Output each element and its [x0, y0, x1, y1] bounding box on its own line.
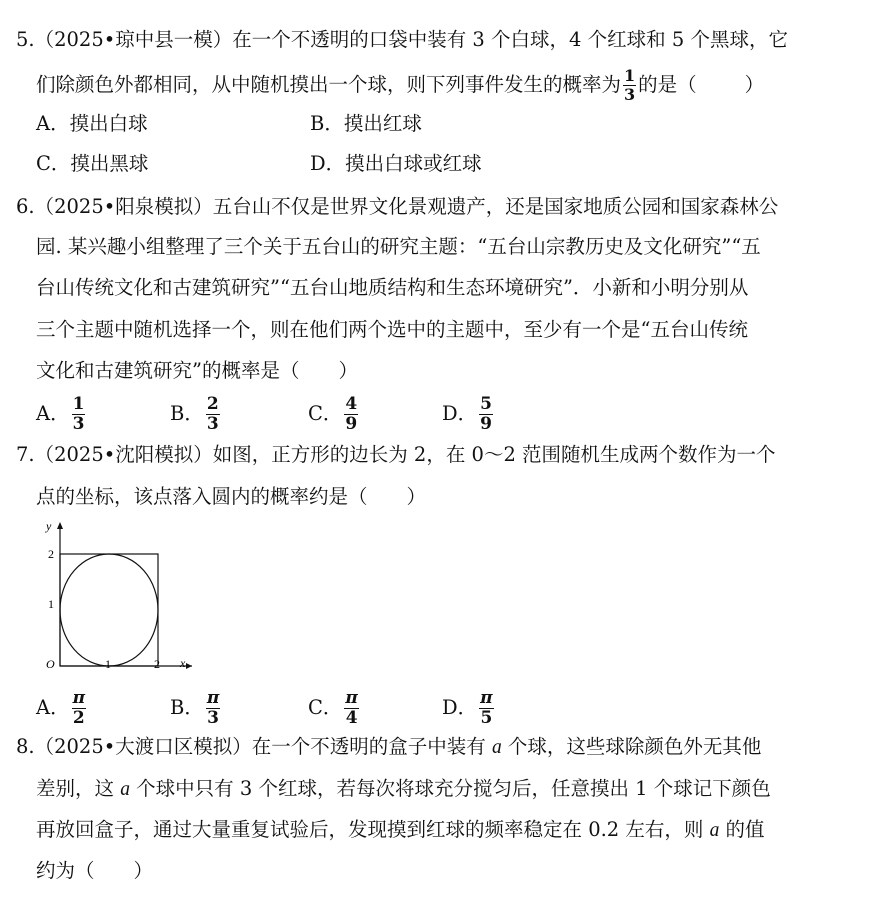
- fraction-num: π: [206, 688, 220, 708]
- x-axis-arrow: [186, 663, 192, 669]
- fraction-den: 2: [72, 708, 85, 728]
- q6-option-c-fraction: [344, 396, 358, 433]
- square-circle-figure: [28, 516, 203, 676]
- q5-line-1: 5.（2025•琼中县一模）在一个不透明的口袋中装有 3 个白球，4 个红球和 5 个黑球，它: [16, 28, 788, 51]
- q6-option-c-label: C．: [308, 402, 343, 425]
- q8-line-3-pre: 再放回盒子，通过大量重复试验后，发现摸到红球的频率稳定在 0.2 左右，则: [36, 818, 710, 841]
- q8-var-a: a: [491, 737, 502, 758]
- y-axis-label: y: [46, 519, 52, 533]
- fraction-num: π: [345, 688, 358, 708]
- q6-option-b: [170, 396, 222, 433]
- q6-option-a-label: A．: [36, 402, 70, 425]
- fraction-den: 3: [72, 414, 85, 434]
- fraction-den: 4: [345, 708, 358, 728]
- fraction-num: π: [72, 688, 86, 708]
- y-axis-arrow: [57, 522, 63, 529]
- q6-option-a: [36, 396, 87, 433]
- q8-var-a: a: [120, 779, 130, 800]
- q5-fraction-den: 3: [624, 85, 636, 104]
- q5-option-d: D．摸出白球或红球: [310, 152, 482, 175]
- q8-line-2-post: 个球中只有 3 个红球，若每次将球充分搅匀后，任意摸出 1 个球记下颜色: [129, 777, 771, 800]
- q7-option-b-fraction: [206, 690, 220, 727]
- fraction-den: 3: [207, 708, 219, 728]
- fraction-num: 5: [480, 394, 492, 414]
- q5-fraction: [623, 68, 636, 103]
- q6-option-a-fraction: [72, 396, 86, 433]
- q7-option-c: [308, 690, 361, 727]
- q8-line-1-post: 个球，这些球除颜色外无其他: [501, 735, 762, 758]
- origin-label: O: [46, 657, 55, 671]
- q7-option-a-label: A．: [36, 696, 70, 719]
- q6-option-d-fraction: [479, 396, 493, 433]
- fraction-num: 2: [206, 394, 219, 414]
- q8-line-2: [36, 776, 771, 802]
- q5-fraction-num: 1: [624, 66, 636, 85]
- q6-option-b-label: B．: [170, 402, 204, 425]
- fraction-den: 3: [206, 414, 219, 434]
- q7-option-d-fraction: [479, 690, 493, 727]
- q5-line-2-close: ）: [744, 73, 765, 96]
- q6-option-c: [308, 396, 360, 433]
- y-tick-1: 1: [48, 597, 54, 611]
- q6-line-4: 三个主题中随机选择一个，则在他们两个选中的主题中，至少有一个是“五台山传统: [36, 318, 748, 341]
- q8-var-a: a: [709, 820, 720, 841]
- q7-option-a-fraction: [72, 690, 86, 727]
- q8-line-1-pre: 8.（2025•大渡口区模拟）在一个不透明的盒子中装有: [16, 735, 492, 758]
- fraction-num: 4: [345, 394, 358, 414]
- q8-line-4: 约为（ ）: [36, 859, 154, 882]
- q7-option-d-label: D．: [442, 696, 478, 719]
- q5-option-a: A．摸出白球: [36, 112, 148, 135]
- q6-line-1: 6.（2025•阳泉模拟）五台山不仅是世界文化景观遗产，还是国家地质公园和国家森林公: [16, 195, 779, 218]
- q6-option-d: [442, 396, 495, 433]
- fraction-den: 5: [480, 708, 493, 728]
- q7-option-b: [170, 690, 222, 727]
- x-axis-label: x: [180, 656, 186, 670]
- q7-line-2: 点的坐标，该点落入圆内的概率约是（ ）: [36, 485, 427, 508]
- q7-option-c-label: C．: [308, 696, 343, 719]
- q7-option-b-label: B．: [170, 696, 204, 719]
- q7-option-c-fraction: [344, 690, 358, 727]
- q7-option-a: [36, 690, 88, 727]
- fraction-num: 1: [72, 394, 85, 414]
- q5-option-c: C．摸出黑球: [36, 152, 149, 175]
- q5-line-2-pre: 们除颜色外都相同，从中随机摸出一个球，则下列事件发生的概率为: [36, 73, 622, 96]
- fraction-num: π: [480, 688, 493, 708]
- q6-line-3: 台山传统文化和古建筑研究”“五台山地质结构和生态环境研究”．小新和小明分别从: [36, 276, 749, 299]
- q8-line-1: [16, 734, 761, 760]
- x-tick-1: 1: [105, 657, 111, 671]
- q7-option-d: [442, 690, 496, 727]
- q6-option-d-label: D．: [442, 402, 478, 425]
- y-tick-2: 2: [48, 547, 54, 561]
- q5-line-2: [36, 66, 765, 104]
- q5-line-2-post: 的是（: [638, 73, 697, 96]
- fraction-den: 9: [345, 414, 358, 434]
- q8-line-2-pre: 差别，这: [36, 777, 121, 800]
- inscribed-circle: [60, 554, 158, 666]
- q6-option-b-fraction: [206, 396, 220, 433]
- q8-line-3-post: 的值: [719, 818, 765, 841]
- x-tick-2: 2: [154, 657, 160, 671]
- fraction-den: 9: [480, 414, 492, 434]
- q5-option-b: B．摸出红球: [310, 112, 422, 135]
- q6-line-5: 文化和古建筑研究”的概率是（ ）: [36, 359, 358, 382]
- q6-line-2: 园. 某兴趣小组整理了三个关于五台山的研究主题：“五台山宗教历史及文化研究”“五: [36, 235, 761, 258]
- q7-line-1: 7.（2025•沈阳模拟）如图，正方形的边长为 2，在 0～2 范围随机生成两个数作为一个: [16, 443, 776, 466]
- q8-line-3: [36, 817, 765, 843]
